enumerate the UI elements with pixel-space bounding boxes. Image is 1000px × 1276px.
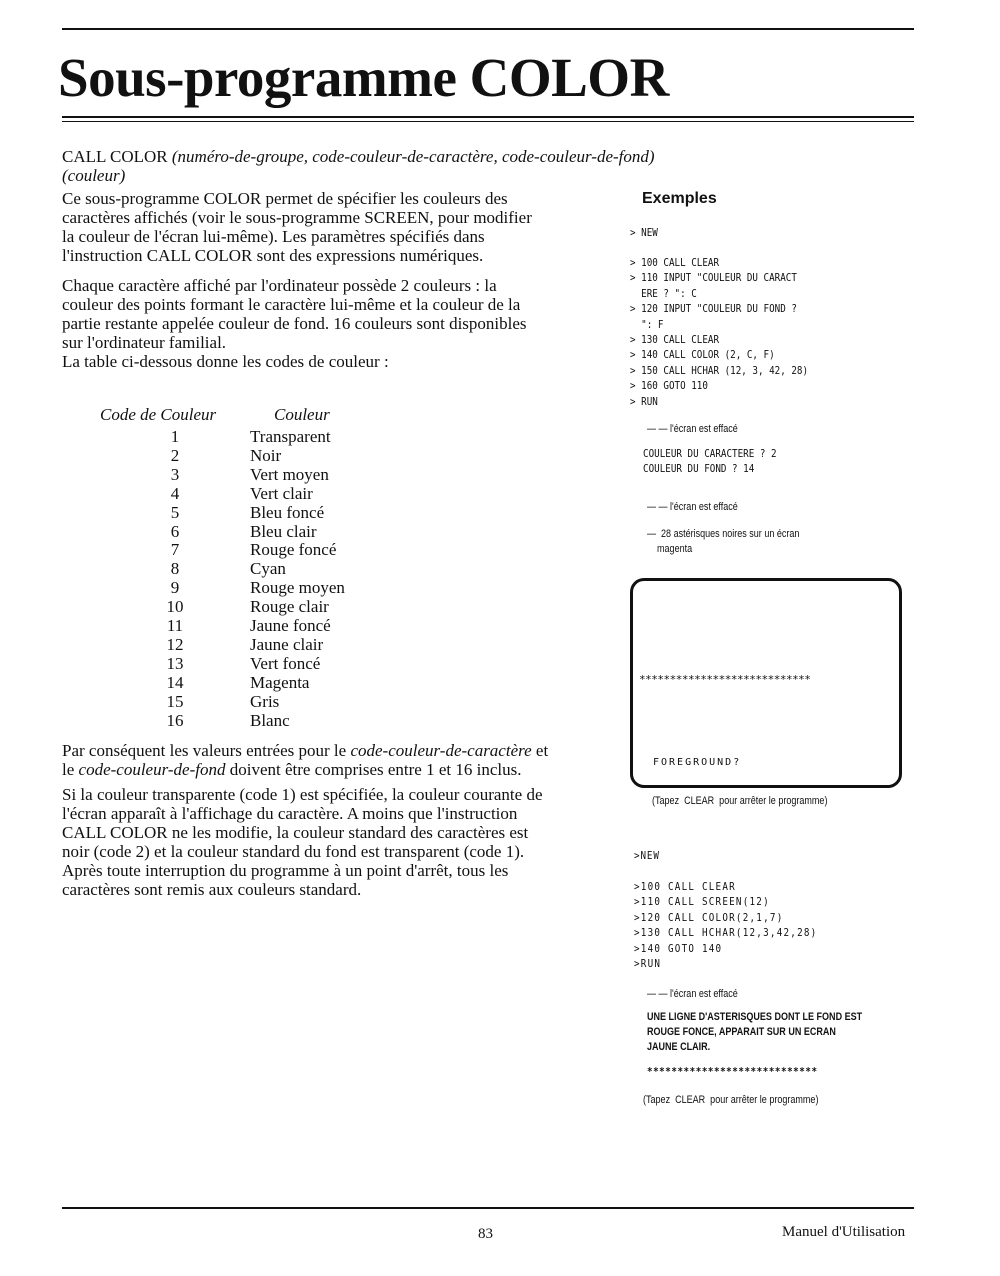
table-row [100,504,345,523]
color-name: Jaune foncé [250,616,331,636]
example2-code: >100 CALL CLEAR >110 CALL SCREEN(12) >120 CALL COLOR(2,1,7) >130 CALL HCHAR(12,3,42,28) >140 GOTO 140 >RUN [634,881,818,971]
paragraph-transparent: Si la couleur transparente (code 1) est spécifiée, la couleur courante de l'écran apparaît à l'affichage du caractère. A moins que l'instruction CALL COLOR ne les modifie, la couleur standard des caractères est noir (code 2) et la couleur standard du fond est transparent (code 1). Après toute interruption du programme à un point d'arrêt, tous les caractères sont remis aux couleurs standard. [62,785,543,899]
example1-note-asterisks: — 28 astérisques noires sur un écran magenta [647,528,800,555]
color-name: Jaune clair [250,634,324,654]
color-code: 16 [166,710,184,730]
top-rule [62,28,914,30]
examples-title: Exemples [642,190,717,207]
range-text-2: et le [62,741,549,779]
example2-note-cleared: — — l'écran est effacé [647,988,738,1000]
table-row [100,712,345,731]
screen-prompt: FOREGROUND? [653,757,742,768]
table-row [100,560,345,579]
syntax-params: (numéro-de-groupe, code-couleur-de-caractère, code-couleur-de-fond) [171,147,655,166]
manual-title: Manuel d'Utilisation [782,1224,906,1240]
table-row [100,466,345,485]
color-name: Bleu clair [250,521,317,541]
example1-new: > NEW [630,227,658,239]
paragraph-colors: Chaque caractère affiché par l'ordinateur possède 2 couleurs : la couleur des points formant le caractère lui-même et la couleur de la partie restante appelée couleur de fond. 16 couleurs sont disponibles sur l'ordinateur familial. La table ci-dessous donne les codes de couleur : [62,276,527,371]
color-code: 14 [166,672,184,692]
color-name: Vert clair [250,483,313,503]
header-code: Code de Couleur [100,405,217,424]
table-header-row [100,405,345,428]
paragraph-range [62,741,607,779]
example1-note-cleared-2: — — l'écran est effacé [647,501,738,513]
color-name: Gris [250,691,280,711]
color-code: 10 [166,597,184,617]
color-code: 1 [170,427,180,446]
color-name: Rouge foncé [250,540,337,560]
syntax-line [62,147,742,185]
color-name: Vert moyen [250,464,329,484]
color-name: Magenta [250,672,310,692]
color-name: Blanc [250,710,290,730]
color-code: 2 [170,445,180,465]
example2-stop-note: (Tapez CLEAR pour arrêter le programme) [643,1094,819,1106]
paragraph-intro: Ce sous-programme COLOR permet de spécifier les couleurs des caractères affichés (voir le sous-programme SCREEN, pour modifier la couleur de l'écran lui-même). Les paramètres spécifiés dans l'instruction CALL COLOR sont des expressions numériques. [62,189,532,265]
color-code: 4 [170,483,180,503]
example1-stop-note: (Tapez CLEAR pour arrêter le programme) [652,795,828,807]
color-code: 6 [170,521,180,541]
title-rule-thin [62,121,914,122]
color-code: 11 [166,616,184,636]
example2-new: >NEW [634,850,660,862]
table-row [100,693,345,712]
syntax-params-alt: (couleur) [62,166,126,185]
range-text-1: Par conséquent les valeurs entrées pour le [62,741,351,760]
table-row [100,485,345,504]
title-rule-thick [62,116,914,118]
color-name: Transparent [250,427,331,446]
page-title: Sous-programme COLOR [58,47,669,108]
color-name: Rouge clair [250,597,329,617]
table-row [100,579,345,598]
color-code-table [100,405,345,731]
color-code: 12 [166,634,184,654]
color-name: Cyan [250,559,286,579]
color-name: Vert foncé [250,653,321,673]
table-row [100,598,345,617]
range-em-1: code-couleur-de-caractère [350,741,532,760]
tv-screen-illustration [630,578,902,788]
color-code: 3 [170,464,180,484]
example1-output: COULEUR DU CARACTERE ? 2 COULEUR DU FOND ? 14 [643,448,777,476]
color-code: 9 [170,578,180,598]
screen-asterisks: **************************** [639,673,811,686]
table-row [100,447,345,466]
range-text-3: doivent être comprises entre 1 et 16 inclus. [225,760,522,779]
color-name: Bleu foncé [250,502,325,522]
color-code: 13 [166,653,184,673]
color-name: Noir [250,445,282,465]
header-color: Couleur [274,405,330,424]
footer-rule [62,1207,914,1209]
example2-asterisks: **************************** [647,1066,818,1078]
example2-description: UNE LIGNE D'ASTERISQUES DONT LE FOND EST ROUGE FONCE, APPARAIT SUR UN ECRAN JAUNE CLAIR. [647,1011,863,1053]
color-code: 8 [170,559,180,579]
table-row [100,655,345,674]
range-em-2: code-couleur-de-fond [78,760,226,779]
color-code: 15 [166,691,184,711]
color-code: 7 [170,540,180,560]
table-row [100,428,345,447]
color-code: 5 [170,502,180,522]
color-name: Rouge moyen [250,578,345,598]
example1-code: > 100 CALL CLEAR > 110 INPUT "COULEUR DU CARACT ERE ? ": C > 120 INPUT "COULEUR DU FOND ? ": F > 130 CALL CLEAR > 140 CALL COLOR (2, C, F) > 150 CALL HCHAR (12, 3, 42, 28) > 160 GOTO 110 > RUN [630,257,809,408]
example1-note-cleared: — — l'écran est effacé [647,423,738,435]
table-row [100,674,345,693]
table-row [100,523,345,542]
syntax-call: CALL COLOR [62,147,172,166]
table-row [100,636,345,655]
page-number: 83 [478,1226,493,1242]
table-row [100,541,345,560]
color-rows [100,428,345,731]
table-row [100,617,345,636]
